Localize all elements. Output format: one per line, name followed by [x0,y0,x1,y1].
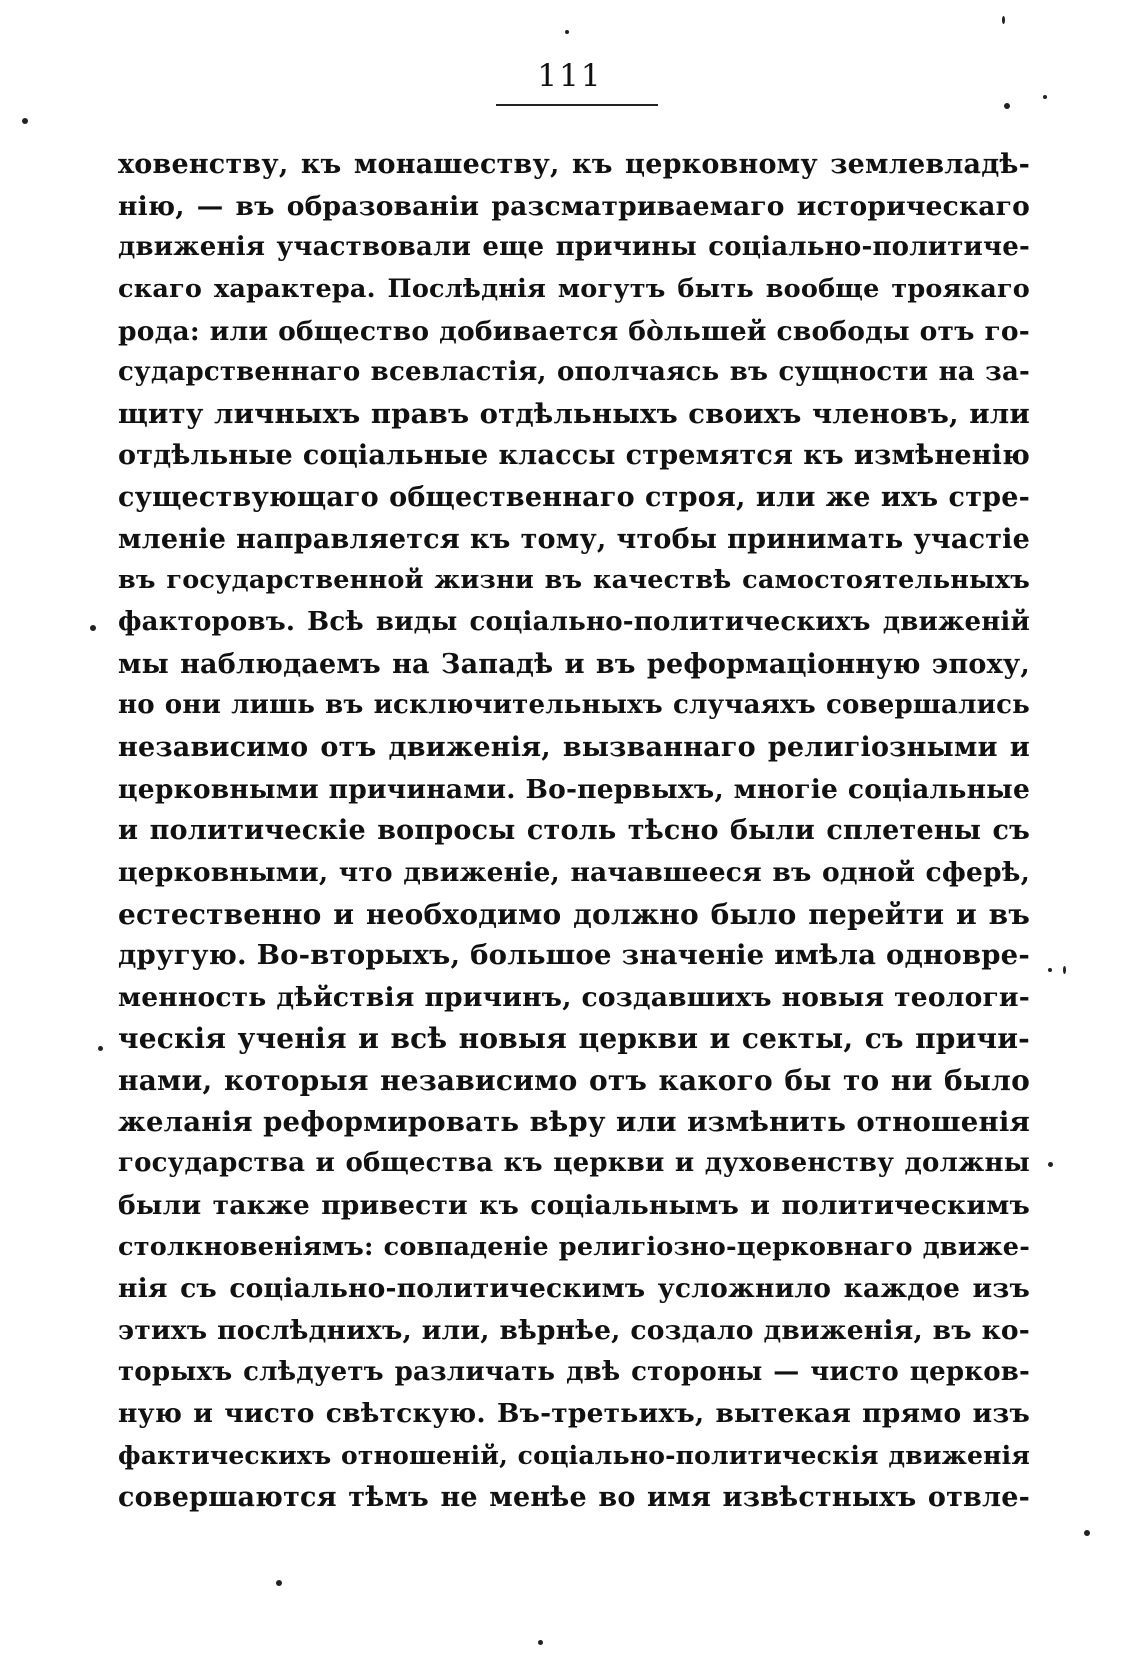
scan-speck [1063,966,1066,974]
text-line: церковными, что движеніе, начавшееся въ одной сферѣ, [118,856,1030,888]
text-line: ческія ученія и всѣ новыя церкви и секты, съ причи- [118,1022,1030,1056]
text-line: но они лишь въ исключительныхъ случаяхъ совершались [118,690,1030,721]
text-line: факторовъ. Всѣ виды соціально-политическихъ движеній [118,607,1030,638]
text-line: и политическіе вопросы столь тѣсно были сплетены съ [118,815,1030,847]
scan-speck [1048,1162,1053,1167]
text-line: желанія реформировать вѣру или измѣнить отношенія [118,1105,1030,1138]
scan-speck [276,1580,282,1586]
text-line: государства и общества къ церкви и духовенству должны [118,1148,1030,1179]
text-line: фактическихъ отношеній, соціально-политическія движенія [118,1440,1030,1470]
text-line: щиту личныхъ правъ отдѣльныхъ своихъ членовъ, или [118,397,1030,430]
text-line: скаго характера. Послѣднія могутъ быть вообще троякаго [118,273,1030,304]
page-number-rule [496,104,658,106]
text-line: были также привести къ соціальнымъ и политическимъ [118,1190,1030,1222]
text-line: ную и чисто свѣтскую. Въ-третьихъ, вытекая прямо изъ [118,1398,1030,1430]
text-line: нія съ соціально-политическимъ усложнило каждое изъ [118,1273,1030,1305]
text-line: нію, — въ образованіи разсматриваемаго историческаго [118,190,1030,222]
text-line: мы наблюдаемъ на Западѣ и въ реформаціонную эпоху, [118,648,1030,680]
text-line: менность дѣйствія причинъ, создавшихъ новыя теологи- [118,981,1030,1013]
scan-speck [22,118,28,124]
text-line: торыхъ слѣдуетъ различать двѣ стороны — чисто церков- [118,1356,1030,1387]
scan-speck [1002,16,1005,24]
text-line: сударственнаго всевластія, ополчаясь въ сущности на за- [118,357,1030,388]
scan-speck [565,30,569,34]
scan-speck [538,1640,543,1645]
text-line: существующаго общественнаго строя, или же ихъ стре- [118,482,1030,514]
scan-speck [1084,1530,1090,1536]
scan-speck [90,625,96,631]
text-line: этихъ послѣднихъ, или, вѣрнѣе, создало движенія, въ ко- [118,1314,1030,1346]
page-number: 111 [537,58,603,94]
text-line: совершаются тѣмъ не менѣе во имя извѣстныхъ отвле- [118,1481,1030,1513]
text-line: нами, которыя независимо отъ какого бы то ни было [118,1064,1030,1098]
body-text [118,144,1030,1518]
scan-speck [1048,968,1052,972]
scan-speck [98,1046,103,1051]
text-line: отдѣльные соціальные классы стремятся къ измѣненію [118,440,1030,472]
text-line: ховенству, къ монашеству, къ церковному землевладѣ- [118,149,1030,180]
text-line: движенія участвовали еще причины соціально-политиче- [118,232,1030,263]
scan-speck [1043,95,1047,99]
text-line: рода: или общество добивается бо̀льшей свободы отъ го- [118,315,1030,347]
text-line: другую. Во-вторыхъ, большое значеніе имѣла одновре- [118,939,1030,972]
text-line: естественно и необходимо должно было перейти и въ [118,897,1030,931]
text-line: независимо отъ движенія, вызваннаго религіозными и [118,731,1030,763]
text-line: церковными причинами. Во-первыхъ, многіе соціальные [118,773,1030,805]
text-line: столкновеніямъ: совпаденіе религіозно-церковнаго движе- [118,1231,1030,1262]
scan-speck [1004,103,1010,109]
text-line: въ государственной жизни въ качествѣ самостоятельныхъ [118,565,1030,596]
text-line: мленіе направляется къ тому, чтобы принимать участіе [118,523,1030,555]
